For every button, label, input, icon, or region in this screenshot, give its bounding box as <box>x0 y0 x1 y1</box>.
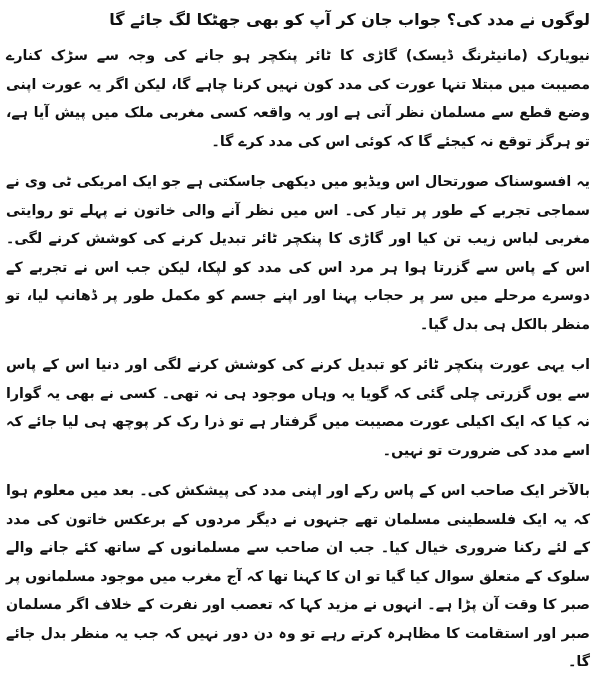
article-paragraph-2: یہ افسوسناک صورتحال اس ویڈیو میں دیکھی جاسکتی ہے جو ایک امریکی ٹی وی نے سماجی تجربے کے طور پر تیار کی۔ اس میں نظر آنے والی خاتون نے پہلے تو روایتی مغربی لباس زیب تن کیا اور گاڑی کا پنکچر ٹائر تبدیل کرنے کی کوشش کرنے لگی۔ اس کے پاس سے گزرتا ہوا ہر مرد اس کی مدد کو لپکا، لیکن جب اس نے تجربے کے دوسرے مرحلے میں سر پر حجاب پہنا اور اپنے جسم کو مکمل طور پر ڈھانپ لیا، تو منظر بالکل ہی بدل گیا۔ <box>6 174 590 333</box>
article-paragraph-4: بالآخر ایک صاحب اس کے پاس رکے اور اپنی مدد کی پیشکش کی۔ بعد میں معلوم ہوا کہ یہ ایک فلسطینی مسلمان تھے جنہوں نے دیگر مردوں کے برعکس خاتون کی مدد کے لئے رکنا ضروری خیال کیا۔ جب ان صاحب سے مسلمانوں کے ساتھ کئے جانے والے سلوک کے متعلق سوال کیا گیا تو ان کا کہنا تھا کہ آج مغرب میں موجود مسلمانوں پر صبر کا وقت آن پڑا ہے۔ انہوں نے مزید کہا کہ تعصب اور نفرت کے خلاف اگر مسلمان صبر اور استقامت کا مظاہرہ کرتے رہے تو وہ دن دور نہیں کہ جب یہ منظر بدل جائے گا۔ <box>6 483 590 670</box>
article-paragraph-1: نیویارک (مانیٹرنگ ڈیسک) گاڑی کا ٹائر پنکچر ہو جانے کی وجہ سے سڑک کنارے مصیبت میں مبتلا تنہا عورت کی مدد کون نہیں کرنا چاہے گا، لیکن اگر یہ عورت اپنی وضع قطع سے مسلمان نظر آتی ہے اور یہ واقعہ کسی مغربی ملک میں پیش آیا ہے، تو ہرگز توقع نہ کیجئے گا کہ کوئی اس کی مدد کرے گا۔ <box>6 48 590 150</box>
article <box>6 0 590 689</box>
article-headline: لوگوں نے مدد کی؟ جواب جان کر آپ کو بھی جھٹکا لگ جائے گا <box>109 10 590 29</box>
article-paragraph-3: اب یہی عورت پنکچر ٹائر کو تبدیل کرنے کی کوشش کرنے لگی اور دنیا اس کے پاس سے یوں گزرتی چلی گئی کہ گویا یہ وہاں موجود ہی نہ تھی۔ کسی نے بھی یہ گوارا نہ کیا کہ ایک اکیلی عورت مصیبت میں گرفتار ہے تو ذرا رک کر پوچھ ہی لیا جائے کہ اسے مدد کی ضرورت تو نہیں۔ <box>6 357 590 459</box>
